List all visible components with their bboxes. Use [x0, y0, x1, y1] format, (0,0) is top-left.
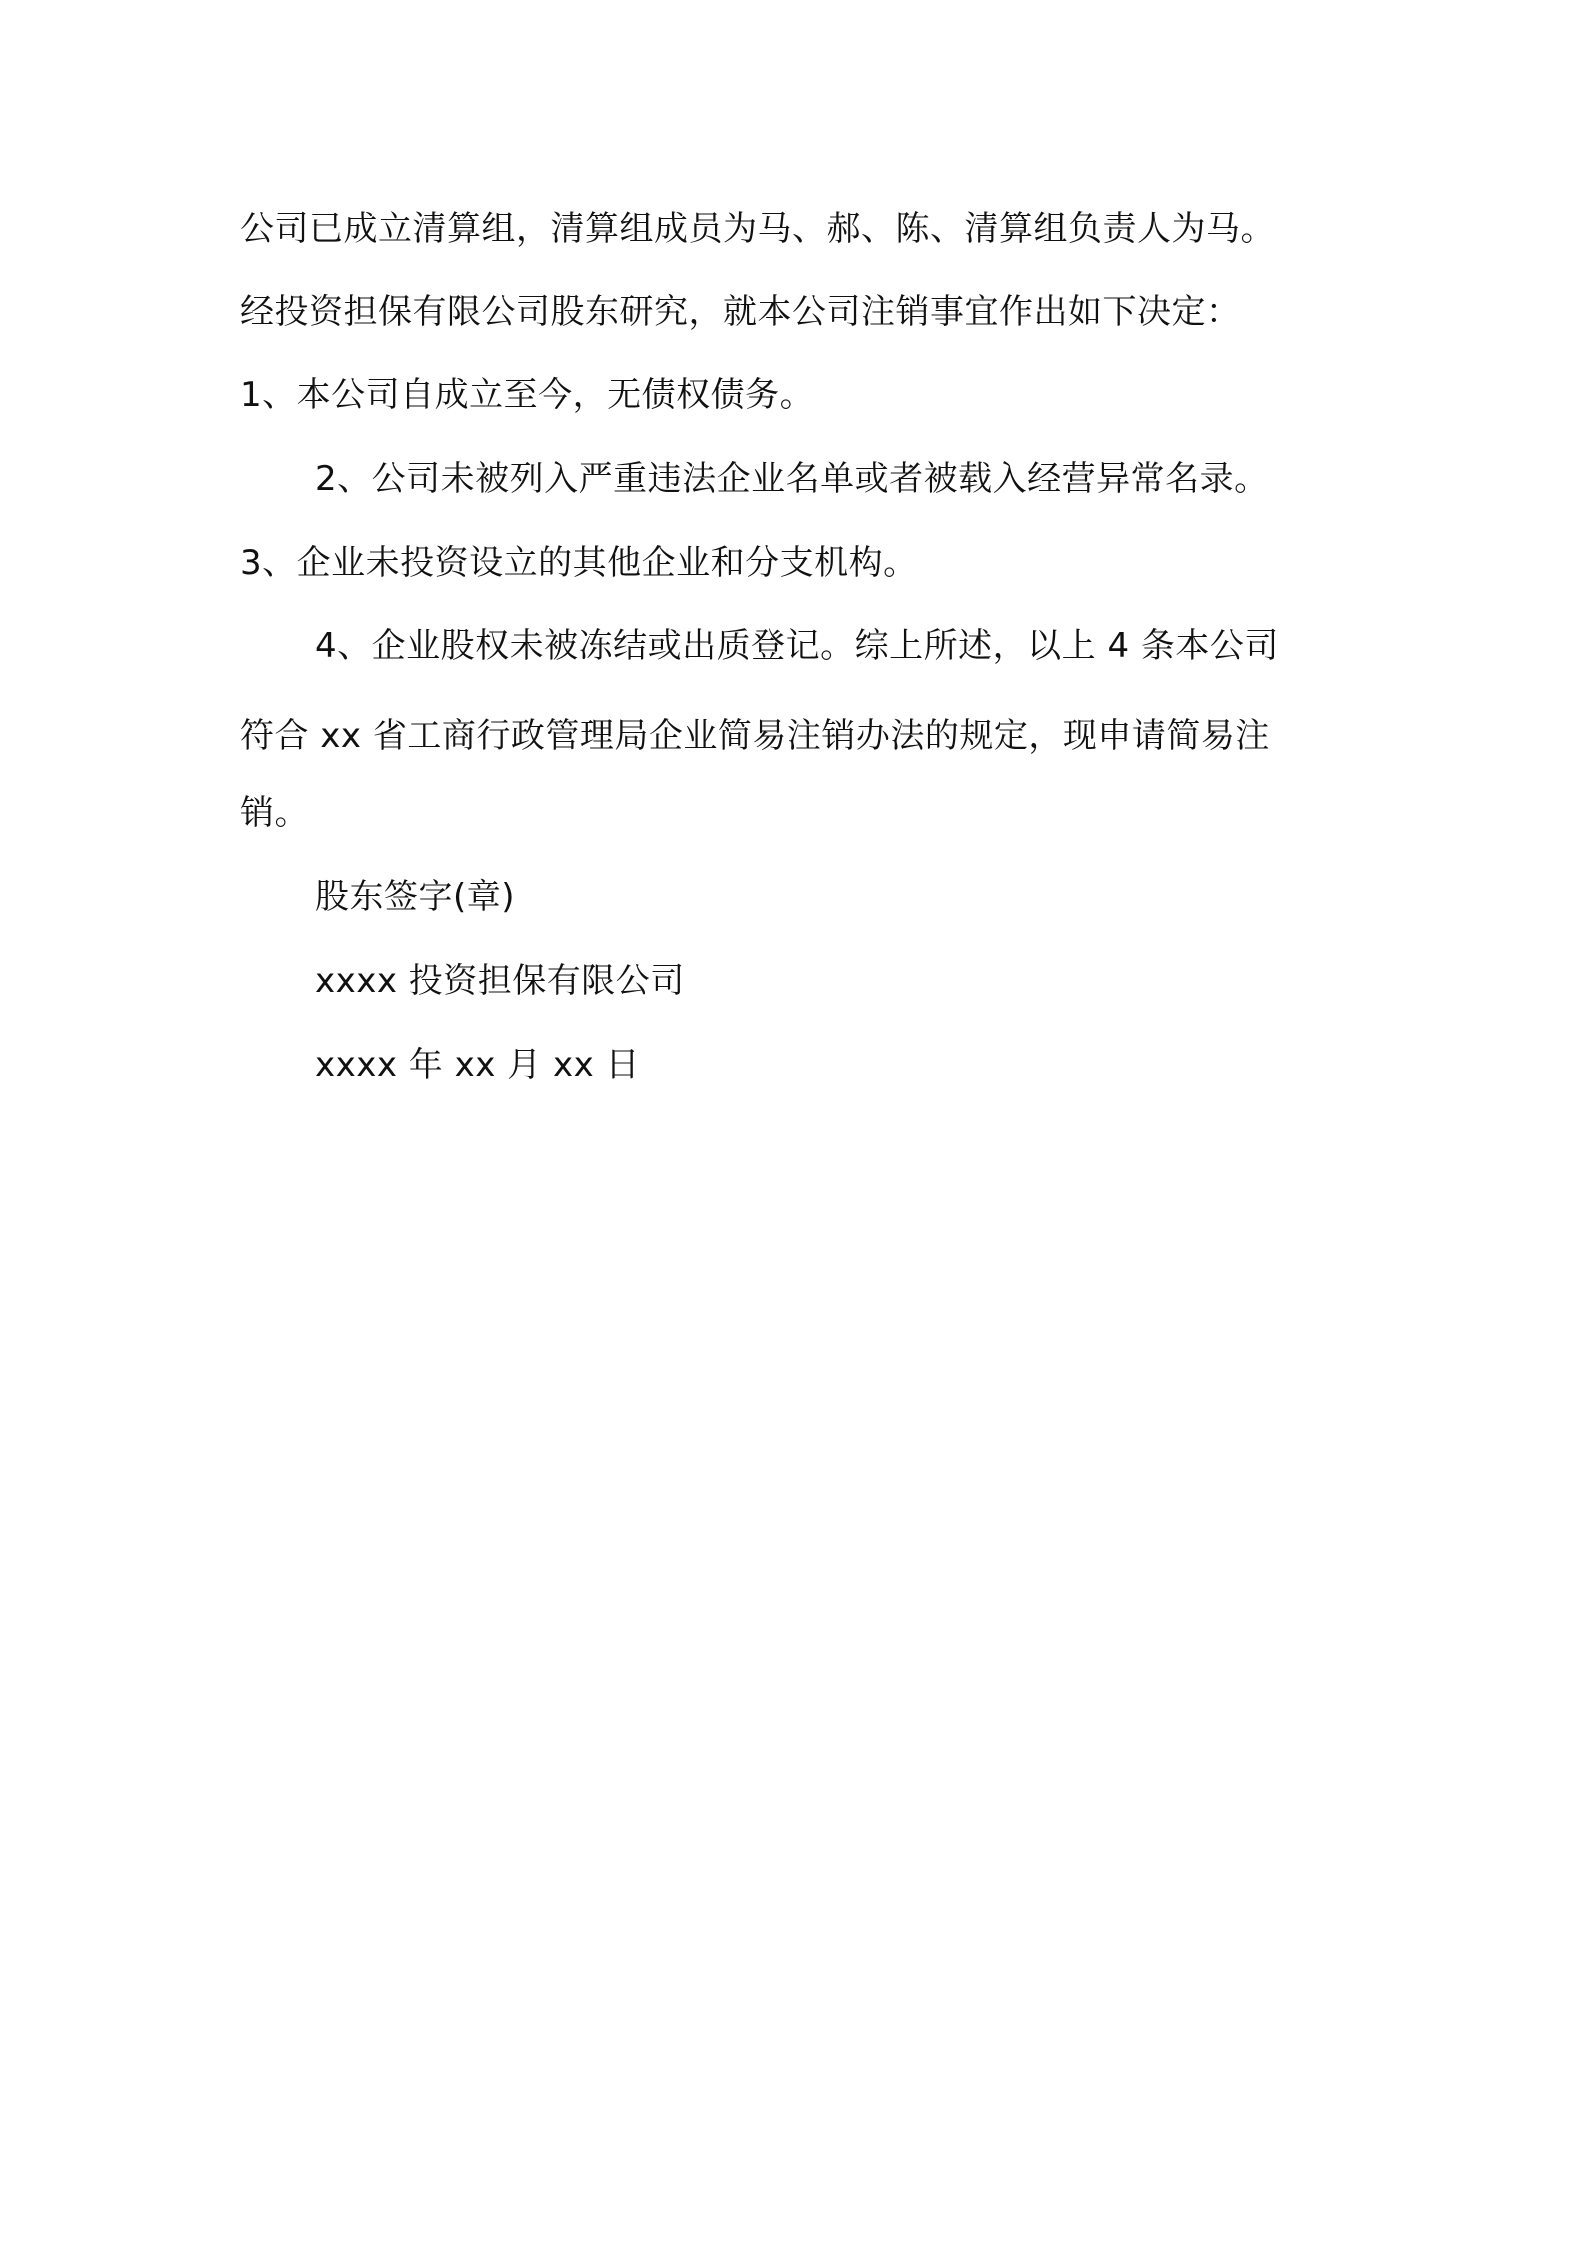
signature-company: xxxx 投资担保有限公司: [315, 961, 685, 1001]
list-item-1: 1、本公司自成立至今，无债权债务。: [240, 375, 815, 415]
paragraph-line-continued: 符合 xx 省工商行政管理局企业简易注销办法的规定，现申请简易注: [240, 716, 1270, 756]
list-item-4: 4、企业股权未被冻结或出质登记。综上所述，以上 4 条本公司: [315, 626, 1279, 666]
signature-date: xxxx 年 xx 月 xx 日: [315, 1045, 641, 1085]
list-item-3: 3、企业未投资设立的其他企业和分支机构。: [240, 543, 918, 583]
signature-label: 股东签字(章): [315, 877, 516, 917]
paragraph-line-2: 经投资担保有限公司股东研究，就本公司注销事宜作出如下决定：: [240, 292, 1241, 332]
paragraph-line-end: 销。: [240, 793, 309, 833]
paragraph-line-1: 公司已成立清算组，清算组成员为马、郝、陈、清算组负责人为马。: [240, 209, 1275, 249]
list-item-2: 2、公司未被列入严重违法企业名单或者被载入经营异常名录。: [315, 459, 1269, 499]
